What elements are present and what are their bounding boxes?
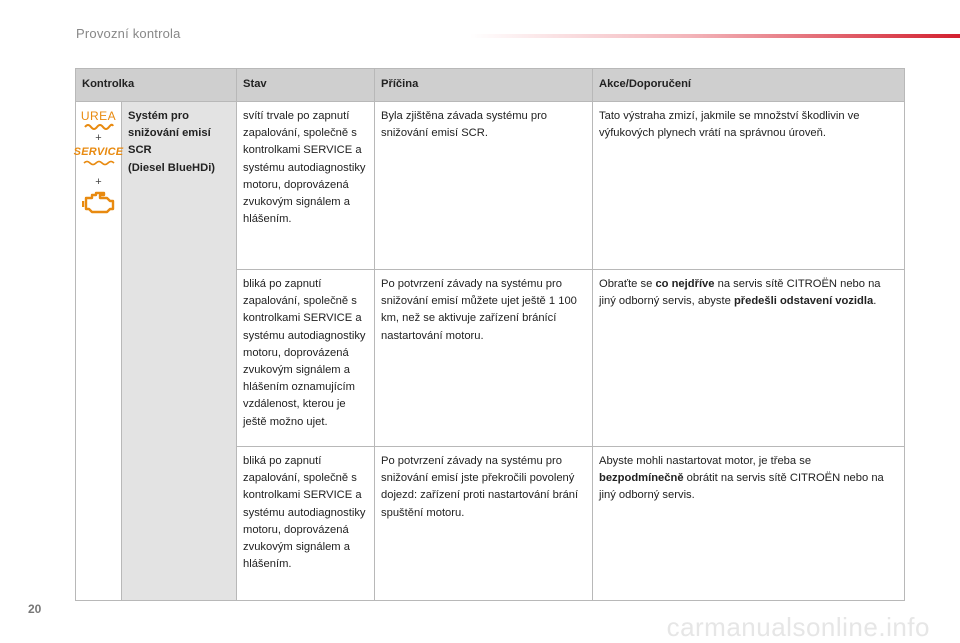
column-header-stav: Stav <box>237 69 375 102</box>
action-text: Abyste mohli nastartovat motor, je třeba se <box>599 455 812 467</box>
cause-cell: Byla zjištěna závada systému pro snižování emisí SCR. <box>375 102 593 270</box>
urea-warning-icon <box>81 110 116 130</box>
service-underline-icon <box>83 160 115 166</box>
service-warning-icon <box>74 146 124 158</box>
status-cell: svítí trvale po zapnutí zapalování, společně s kontrolkami SERVICE a systému autodiagnostiky motoru, doprovázená zvukovým signálem a hlášením. <box>237 102 375 270</box>
service-icon-label: SERVICE <box>73 146 124 158</box>
cause-cell: Po potvrzení závady na systému pro snižování emisí jste překročili povolený dojezd: zařízení proti nastartování brání spuštění motoru. <box>375 447 593 601</box>
warning-icons-cell <box>73 102 124 601</box>
action-text: . <box>873 295 877 308</box>
column-header-akce: Akce/Doporučení <box>593 69 905 102</box>
cause-cell: Po potvrzení závady na systému pro snižování emisí můžete ujet ještě 1 100 km, než se aktivuje zařízení bránící nastartování motoru. <box>375 270 593 447</box>
page-number: 20 <box>28 602 42 616</box>
action-text-bold: co nejdříve <box>655 278 715 290</box>
action-cell <box>593 447 905 601</box>
urea-wave-icon <box>84 122 114 130</box>
section-title: Provozní kontrola <box>76 26 181 41</box>
action-text: Tato výstraha zmizí, jakmile se množství škodlivin ve výfukových plynech vrátí na správnou úroveň. <box>599 110 860 140</box>
table-row <box>76 102 905 270</box>
action-text: na servis sítě CITROËN nebo na jiný odborný servis, abyste <box>599 278 881 308</box>
header-accent-line <box>470 34 960 38</box>
column-header-pricina: Příčina <box>375 69 593 102</box>
system-name-line: Systém pro <box>128 110 189 122</box>
status-cell: bliká po zapnutí zapalování, společně s kontrolkami SERVICE a systému autodiagnostiky motoru, doprovázená zvukovým signálem a hlášením. <box>237 447 375 601</box>
engine-warning-icon <box>82 190 116 216</box>
action-cell <box>593 270 905 447</box>
watermark: carmanualsonline.info <box>666 612 930 642</box>
column-header-kontrolka: Kontrolka <box>76 69 237 102</box>
system-name-line: snižování emisí <box>128 127 211 140</box>
system-name-line: (Diesel BlueHDi) <box>128 161 216 174</box>
action-text-bold: bezpodmínečně <box>599 472 684 485</box>
table-header-row <box>76 69 905 102</box>
action-text: Obraťte se <box>599 278 656 290</box>
plus-sign: + <box>95 132 102 144</box>
system-name-line: SCR <box>128 144 152 157</box>
system-name-cell <box>122 102 237 601</box>
urea-icon-label: UREA <box>80 109 117 123</box>
action-text: obrátit na servis sítě CITROËN nebo na jiný odborný servis. <box>599 472 884 502</box>
warning-lights-table <box>75 68 905 601</box>
plus-sign: + <box>95 176 102 188</box>
status-cell: bliká po zapnutí zapalování, společně s kontrolkami SERVICE a systému autodiagnostiky motoru, doprovázená zvukovým signálem a hlášením oznamujícím vzdálenost, kterou je ještě možno ujet. <box>237 270 375 447</box>
action-cell <box>593 102 905 270</box>
action-text-bold: předešli odstavení vozidla <box>733 295 874 308</box>
